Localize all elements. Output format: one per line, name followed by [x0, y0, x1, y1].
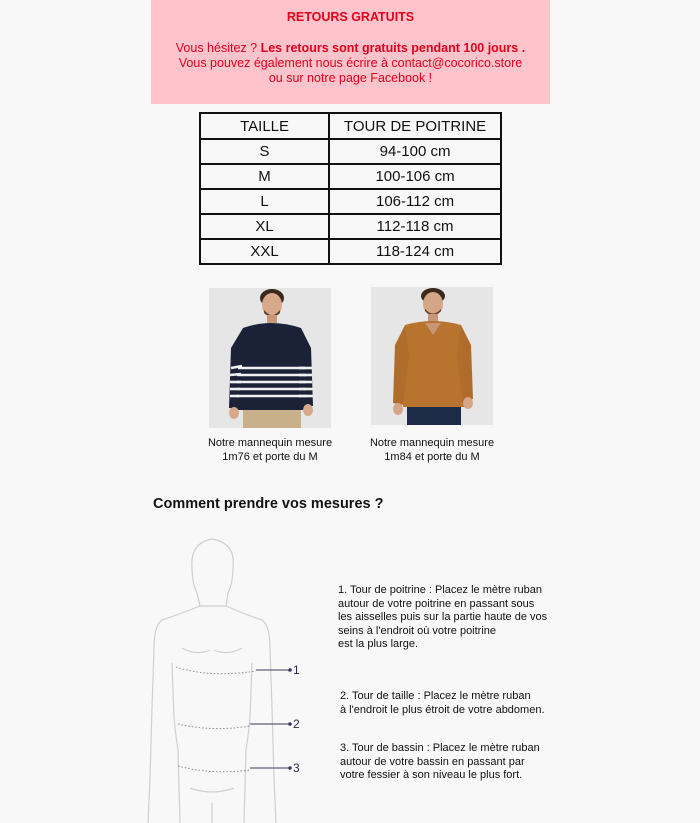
- chest-cell: 118-124 cm: [329, 239, 501, 264]
- header-chest: TOUR DE POITRINE: [329, 113, 501, 139]
- chest-cell: 94-100 cm: [329, 139, 501, 164]
- step-line: les aisselles puis sur la partie haute de vos: [338, 611, 548, 623]
- banner-title: RETOURS GRATUITS: [286, 10, 415, 24]
- chest-cell: 112-118 cm: [329, 214, 501, 239]
- size-cell: L: [200, 189, 329, 214]
- model-photo-striped-sweater: [209, 288, 331, 428]
- banner-text: [151, 41, 550, 86]
- step-line: 1. Tour de poitrine : Placez le mètre ruban: [338, 584, 543, 596]
- step-line: seins à l'endroit où votre poitrine: [338, 624, 497, 637]
- step-line: 3. Tour de bassin : Placez le mètre ruban: [340, 742, 540, 754]
- caption-line: Notre mannequin mesure: [369, 437, 495, 449]
- marker-2: 2: [293, 717, 300, 731]
- free-returns-banner: [151, 0, 550, 104]
- table-row: [200, 214, 501, 239]
- model-caption: [352, 436, 512, 464]
- caption-line: 1m76 et porte du M: [222, 451, 318, 463]
- banner-line1-prefix: Vous hésitez ?: [175, 41, 261, 55]
- measure-section-title: Comment prendre vos mesures ?: [153, 496, 384, 512]
- banner-facebook-line[interactable]: ou sur notre page Facebook !: [268, 71, 433, 85]
- size-cell: XXL: [200, 239, 329, 264]
- size-cell: S: [200, 139, 329, 164]
- step-chest: [338, 584, 578, 652]
- size-cell: M: [200, 164, 329, 189]
- step-line: autour de votre bassin en passant par: [340, 755, 525, 768]
- chest-cell: 106-112 cm: [329, 189, 501, 214]
- step-line: 2. Tour de taille : Placez le mètre ruban: [340, 690, 531, 702]
- size-cell: XL: [200, 214, 329, 239]
- caption-line: 1m84 et porte du M: [384, 451, 480, 463]
- table-row: [200, 239, 501, 264]
- banner-line1-bold: Les retours sont gratuits pendant 100 jours .: [260, 41, 526, 55]
- table-row: [200, 164, 501, 189]
- table-header-row: [200, 113, 501, 139]
- step-line: à l'endroit le plus étroit de votre abdomen.: [340, 703, 545, 716]
- body-silhouette-diagram: [140, 538, 310, 823]
- caption-line: Notre mannequin mesure: [207, 437, 333, 449]
- model-photo-camel-sweater: [371, 287, 493, 425]
- marker-1: 1: [293, 663, 300, 677]
- marker-3: 3: [293, 761, 300, 775]
- banner-contact-line[interactable]: Vous pouvez également nous écrire à contact@cocorico.store: [178, 56, 523, 70]
- step-line: est la plus large.: [338, 638, 419, 650]
- step-line: votre fessier à son niveau le plus fort.: [340, 769, 523, 781]
- step-line: autour de votre poitrine en passant sous: [338, 597, 535, 610]
- header-size: TAILLE: [200, 113, 329, 139]
- chest-cell: 100-106 cm: [329, 164, 501, 189]
- table-row: [200, 139, 501, 164]
- step-hips: [340, 742, 580, 783]
- size-table: [199, 112, 502, 265]
- step-waist: [340, 690, 580, 717]
- model-caption: [190, 436, 350, 464]
- table-row: [200, 189, 501, 214]
